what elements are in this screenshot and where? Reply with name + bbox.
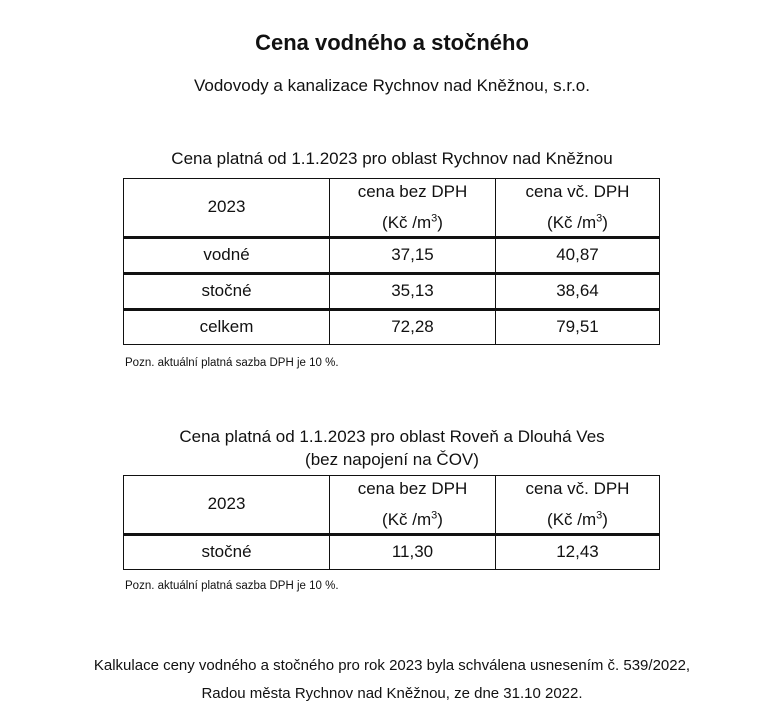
table-row [124,534,660,569]
price-ex-vat: 72,28 [330,309,496,344]
table-row [124,309,660,344]
unit-label [382,213,443,232]
unit-exponent: 3 [431,509,438,521]
unit-suffix: ) [602,509,608,529]
unit-label [547,510,608,529]
unit-suffix: ) [437,509,443,529]
table2-caption-line2: (bez napojení na ČOV) [305,450,479,469]
price-ex-vat-label: cena bez DPH [357,479,468,498]
price-ex-vat: 37,15 [330,237,496,273]
price-inc-vat-header [496,476,660,535]
row-label: celkem [124,309,330,344]
unit-prefix: (Kč /m [547,509,597,529]
row-label: vodné [124,237,330,273]
unit-prefix: (Kč /m [547,212,597,232]
price-ex-vat-header [330,476,496,535]
price-table-roven [123,475,660,570]
table2-caption-line1: Cena platná od 1.1.2023 pro oblast Roveň a Dlouhá Ves [179,427,605,446]
page-title: Cena vodného a stočného [255,30,529,55]
price-inc-vat: 12,43 [496,534,660,569]
table-row [124,273,660,309]
price-inc-vat-label: cena vč. DPH [525,479,630,498]
approval-footer [0,652,784,708]
price-inc-vat-header [496,179,660,238]
unit-exponent: 3 [596,509,603,521]
table-header-row [124,179,660,238]
price-ex-vat-label: cena bez DPH [357,182,468,201]
table1-caption: Cena platná od 1.1.2023 pro oblast Rychnov nad Kněžnou [171,149,613,168]
unit-suffix: ) [437,212,443,232]
price-ex-vat: 35,13 [330,273,496,309]
unit-exponent: 3 [431,212,438,224]
price-inc-vat: 40,87 [496,237,660,273]
price-inc-vat-label: cena vč. DPH [525,182,630,201]
table-header-row [124,476,660,535]
year-header: 2023 [124,476,330,535]
price-table-rychnov [123,178,660,345]
unit-prefix: (Kč /m [382,509,432,529]
footer-line1: Kalkulace ceny vodného a stočného pro rok 2023 byla schválena usnesením č. 539/2022, [93,657,691,674]
vat-note: Pozn. aktuální platná sazba DPH je 10 %. [125,357,339,369]
year-header: 2023 [124,179,330,238]
price-inc-vat: 38,64 [496,273,660,309]
unit-label [382,510,443,529]
company-name: Vodovody a kanalizace Rychnov nad Kněžnou, s.r.o. [194,76,590,95]
row-label: stočné [124,534,330,569]
price-inc-vat: 79,51 [496,309,660,344]
price-ex-vat: 11,30 [330,534,496,569]
unit-label [547,213,608,232]
table-row [124,237,660,273]
footer-line2: Radou města Rychnov nad Kněžnou, ze dne 31.10 2022. [201,685,583,702]
price-ex-vat-header [330,179,496,238]
unit-suffix: ) [602,212,608,232]
unit-prefix: (Kč /m [382,212,432,232]
unit-exponent: 3 [596,212,603,224]
row-label: stočné [124,273,330,309]
vat-note: Pozn. aktuální platná sazba DPH je 10 %. [125,580,339,592]
